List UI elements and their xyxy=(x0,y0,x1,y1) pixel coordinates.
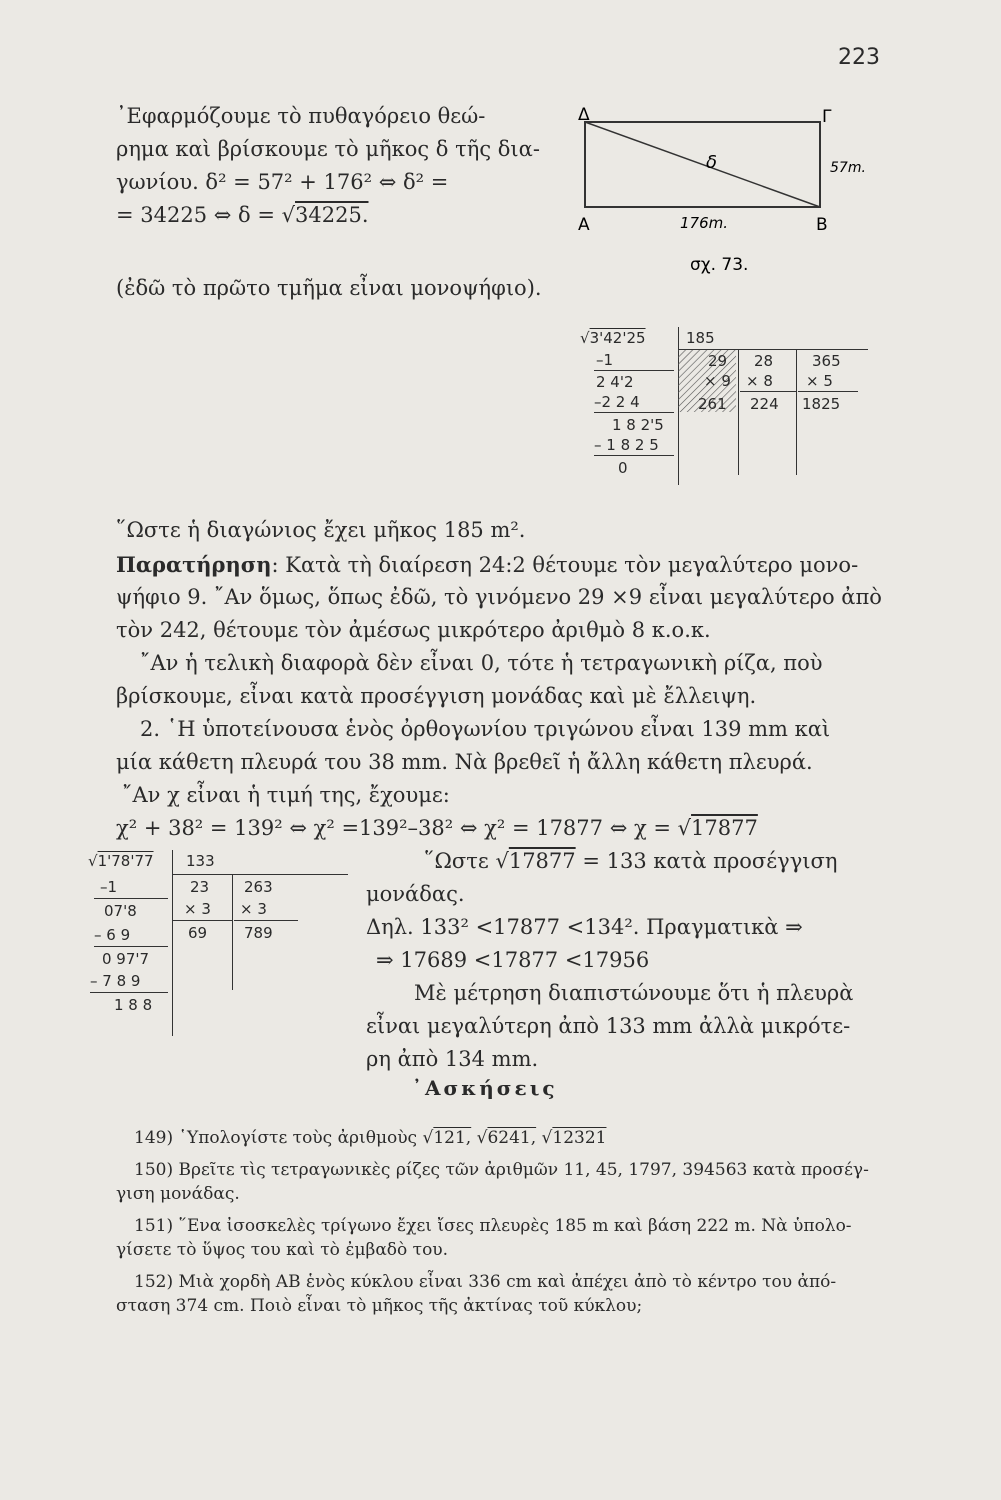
remark-line-2: ψήφιο 9. ῎Αν ὅμως, ὅπως ἐδῶ, τὸ γινόμενο 29 ×9 εἶναι μεγαλύτερο ἀπὸ xyxy=(116,585,882,609)
calc1-trial2: 28 xyxy=(754,352,774,370)
example2-line-4: χ² + 38² = 139² ⇔ χ² =139²–38² ⇔ χ² = 17877 ⇔ χ = √17877 xyxy=(116,816,758,840)
intro-line-5: (ἐδῶ τὸ πρῶτο τμῆμα εἶναι μονοψήφιο). xyxy=(116,276,542,300)
sqrt-34225: √34225. xyxy=(281,203,369,227)
sqrt-12321: √12321 xyxy=(541,1128,607,1148)
intro-line-1: ᾿Εφαρμόζουμε τὸ πυθαγόρειο θεώ- xyxy=(116,104,486,128)
calc1-trial1: × 9 xyxy=(704,372,731,390)
calc2-root: 133 xyxy=(186,852,215,870)
calc2-row: – 7 8 9 xyxy=(90,972,141,990)
base-label: 176m. xyxy=(680,214,729,232)
sqrt-17877: √17877 xyxy=(677,816,758,840)
calc2-row: 0 97'7 xyxy=(102,950,150,968)
exercise-151-line-2: γίσετε τὸ ὕψος του καὶ τὸ ἐμβαδὸ του. xyxy=(116,1240,449,1260)
calc2-row: 07'8 xyxy=(104,902,137,920)
remark-line-3: τὸν 242, θέτουμε τὸν ἀμέσως μικρότερο ἀριθμὸ 8 κ.ο.κ. xyxy=(116,618,711,642)
example2-line-8: ⇒ 17689 <17877 <17956 xyxy=(376,948,650,972)
exercises-heading: ᾿Ασκήσεις xyxy=(412,1076,558,1100)
sqrt-calc-34225 xyxy=(566,325,876,495)
calc2-trial1: 23 xyxy=(190,878,210,896)
vertex-b: Β xyxy=(816,215,828,235)
example2-line-11: ρη ἀπὸ 134 mm. xyxy=(366,1047,539,1071)
calc1-trial2: 224 xyxy=(750,395,779,413)
calc2-trial2: × 3 xyxy=(240,900,267,918)
intro-line-2: ρημα καὶ βρίσκουμε τὸ μῆκος δ τῆς δια- xyxy=(116,137,540,161)
diagonal xyxy=(585,122,820,207)
sqrt-121: √121, xyxy=(422,1128,472,1148)
vertex-a: Α xyxy=(578,215,590,235)
height-label: 57m. xyxy=(830,160,866,176)
calc2-vline xyxy=(172,850,173,1036)
exercise-150-line-1: 150) Βρεῖτε τὶς τετραγωνικὲς ρίζες τῶν ἀριθμῶν 11, 45, 1797, 394563 κατὰ προσέγ- xyxy=(134,1160,869,1180)
calc1-trial3: 1825 xyxy=(802,395,841,413)
calc2-radicand: √1'78'77 xyxy=(88,852,154,870)
example2-line-2: μία κάθετη πλευρά του 38 mm. Νὰ βρεθεῖ ἡ ἄλλη κάθετη πλευρά. xyxy=(116,750,813,774)
example2-line-7: Δηλ. 133² <17877 <134². Πραγματικὰ ⇒ xyxy=(366,915,803,939)
calc2-trial2: 789 xyxy=(244,924,273,942)
calc2-trial2: 263 xyxy=(244,878,273,896)
calc1-row: 1 8 2'5 xyxy=(612,416,664,434)
example2-line-9: Μὲ μέτρηση διαπιστώνουμε ὅτι ἡ πλευρὰ xyxy=(414,981,854,1005)
remark-line-1-text: : Κατὰ τὴ διαίρεση 24:2 θέτουμε τὸν μεγαλύτερο μονο- xyxy=(271,553,859,577)
example2-line-1: 2. ῾Η ὑποτείνουσα ἑνὸς ὀρθογωνίου τριγώνου εἶναι 139 mm καὶ xyxy=(140,717,831,741)
calc1-root: 185 xyxy=(686,329,715,347)
vertex-d: Δ xyxy=(578,105,590,125)
example2-line-10: εἶναι μεγαλύτερη ἀπὸ 133 mm ἀλλὰ μικρότε- xyxy=(366,1014,851,1038)
example2-line-3: ῎Αν χ εἶναι ἡ τιμή της, ἔχουμε: xyxy=(122,783,450,807)
remark-line-1 xyxy=(116,552,858,577)
calc2-row: –1 xyxy=(100,878,118,896)
exercise-152-line-1: 152) Μιὰ χορδὴ ΑΒ ἑνὸς κύκλου εἶναι 336 cm καὶ ἀπέχει ἀπὸ τὸ κέντρο του ἀπό- xyxy=(134,1272,837,1292)
calc1-row: 0 xyxy=(618,459,628,477)
exercise-151-line-1: 151) ῞Ενα ἰσοσκελὲς τρίγωνο ἔχει ἴσες πλευρὲς 185 m καὶ βάση 222 m. Νὰ ὑπολο- xyxy=(134,1216,852,1236)
calc1-row: 2 4'2 xyxy=(596,373,634,391)
remark-line-5: βρίσκουμε, εἶναι κατὰ προσέγγιση μονάδας καὶ μὲ ἔλλειψη. xyxy=(116,684,757,708)
conclusion-1: ῞Ωστε ἡ διαγώνιος ἔχει μῆκος 185 m². xyxy=(116,518,526,542)
intro-line-3: γωνίου. δ² = 57² + 176² ⇔ δ² = xyxy=(116,170,449,194)
example2-line-5: ῞Ωστε √17877 = 133 κατὰ προσέγγιση xyxy=(424,849,838,873)
calc2-row: 1 8 8 xyxy=(114,996,153,1014)
exercise-149: 149) ῾Υπολογίστε τοὺς ἀριθμοὺς √121, √6241, √12321 xyxy=(134,1128,607,1148)
calc1-trial1: 261 xyxy=(698,395,727,413)
calc1-trial3: × 5 xyxy=(806,372,833,390)
calc1-row: – 1 8 2 5 xyxy=(594,436,659,454)
sqrt-6241: √6241, xyxy=(476,1128,537,1148)
example2-line-6: μονάδας. xyxy=(366,882,465,906)
vertex-g: Γ xyxy=(822,107,832,127)
calc2-hline xyxy=(172,874,348,875)
figure-caption: σχ. 73. xyxy=(690,255,749,275)
calc1-radicand: √3'42'25 xyxy=(580,329,646,347)
calc1-trial1: 29 xyxy=(708,352,728,370)
calc1-row: –1 xyxy=(596,351,614,369)
sqrt-calc-17877 xyxy=(86,850,356,1040)
figure-73-rectangle xyxy=(560,100,880,290)
calc1-trial3: 365 xyxy=(812,352,841,370)
sqrt-17877-b: √17877 xyxy=(495,849,576,873)
intro-line-4-prefix: = 34225 ⇔ δ = xyxy=(116,203,275,227)
calc2-trial1: 69 xyxy=(188,924,208,942)
remark-label: Παρατήρηση xyxy=(116,552,272,577)
exercise-150-line-2: γιση μονάδας. xyxy=(116,1184,240,1204)
intro-line-4 xyxy=(116,203,369,227)
calc2-row: – 6 9 xyxy=(94,926,131,944)
calc1-trial2: × 8 xyxy=(746,372,773,390)
exercise-152-line-2: σταση 374 cm. Ποιὸ εἶναι τὸ μῆκος τῆς ἀκτίνας τοῦ κύκλου; xyxy=(116,1296,643,1316)
page-number: 223 xyxy=(838,45,880,70)
remark-line-4: ῎Αν ἡ τελικὴ διαφορὰ δὲν εἶναι 0, τότε ἡ τετραγωνικὴ ρίζα, ποὺ xyxy=(140,651,823,675)
calc1-row: –2 2 4 xyxy=(594,393,640,411)
sqrt-34225-radicand: 34225. xyxy=(295,203,369,227)
calc2-trial1: × 3 xyxy=(184,900,211,918)
diagonal-label: δ xyxy=(706,152,718,173)
